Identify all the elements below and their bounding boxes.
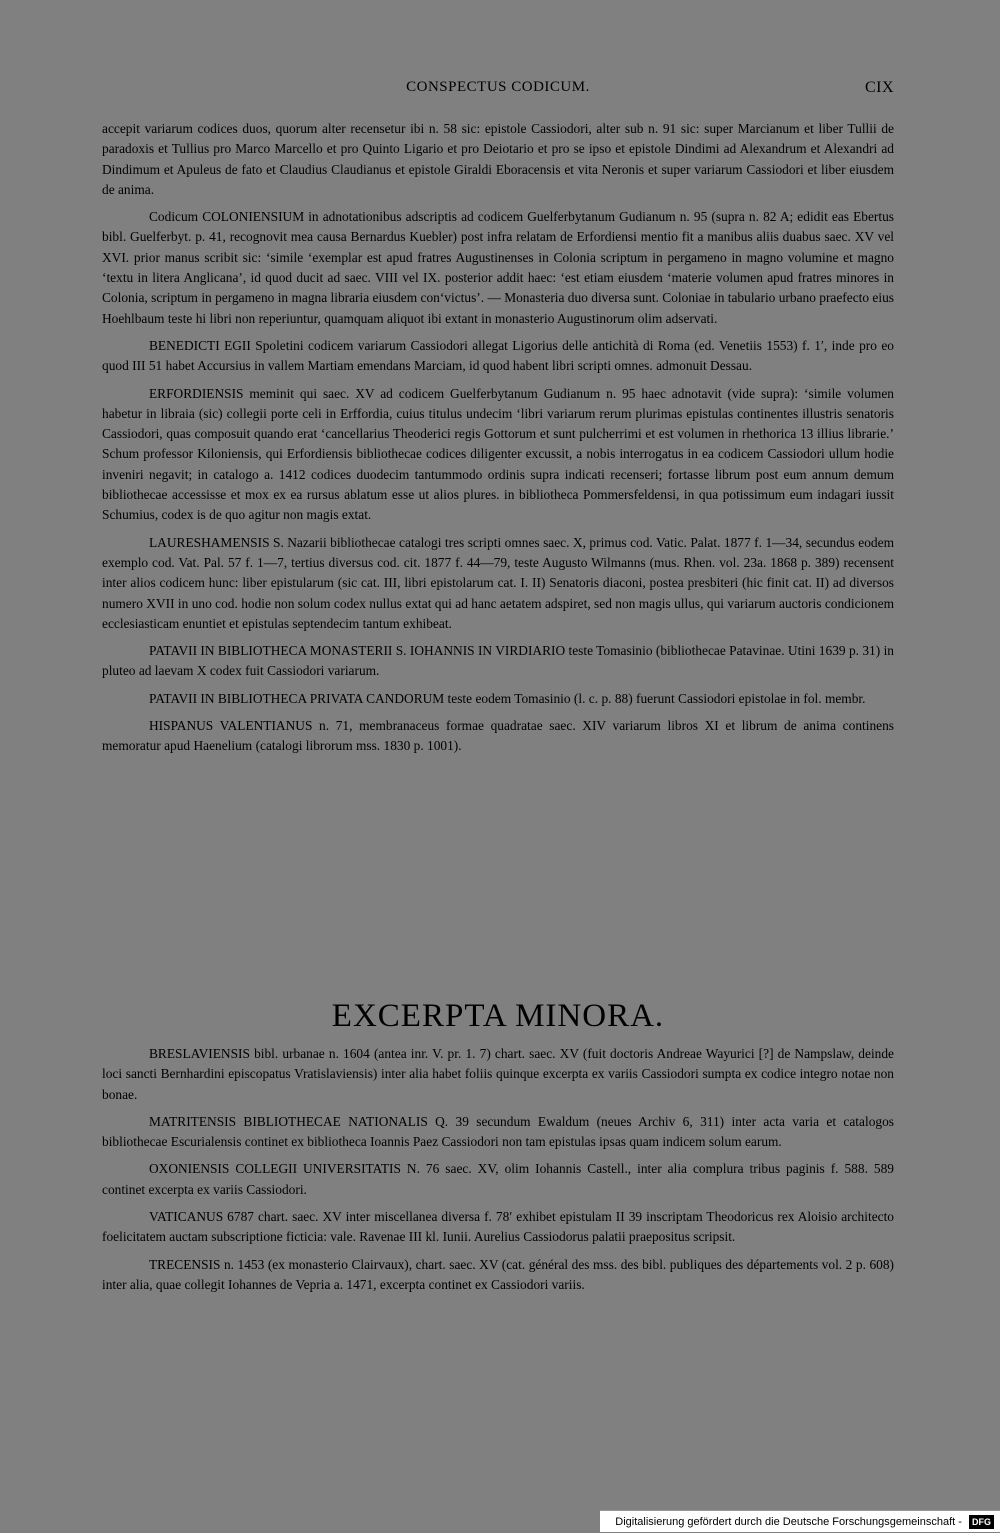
paragraph-oxoniensis: OXONIENSIS COLLEGII UNIVERSITATIS N. 76 saec. XV, olim Iohannis Castell., inter alia complura tribus paginis f. 588. 589 continet excerpta ex variis Cassiodori. (102, 1161, 894, 1197)
section-heading: EXCERPTA MINORA. (331, 998, 665, 1034)
paragraph-benedicti-egii: BENEDICTI EGII Spoletini codicem variarum Cassiodori allegat Ligorius delle antichità di Roma (ed. Venetiis 1553) f. 1′, inde pro eo quod III 51 habet Accursius in vallem Martiam emendans Marciam, id quod habent libri scripti omnes. admonuit Dessau. (102, 337, 894, 374)
paragraph-vaticanus: VATICANUS 6787 chart. saec. XV inter miscellanea diversa f. 78′ exhibet epistulam II 39 inscriptam Theodoricus rex Aloisio architecto foelicitatem auctam subscriptione ficticia: vale. Ravenae III kl. Iunii. Aurelius Cassiodorus palatii praepositus scripsit. (102, 1209, 894, 1245)
dfg-logo: DFG (969, 1515, 994, 1529)
paragraph-erfordiensis: ERFORDIENSIS meminit qui saec. XV ad codicem Guelferbytanum Gudianum n. 95 haec adnotavit (vide supra): ‘simile volumen habetur in libraia (sic) collegii porte celi in Erffordia, cuius titulus undecim ‘libri variarum rerum plurimas epistulas continentes illustris senatoris Cassiodori, quas composuit quando erat ‘cancellarius Theoderici regis Gottorum et sunt pulcherrimi et est volumen in rhethorica 13 illius librarie.’ Schum professor Kiloniensis, qui Erfordiensis bibliothecae codices diligenter excussit, a nobis interrogatus in ea codicem Cassiodori ullum hodie inveniri negavit; in catalogo a. 1412 codices duodecim tantummodo ordinis supra indicati recenseri; fortasse librum post eum annum demum bibliothecae accessisse et mox ex ea rursus ablatum esse ut alios plures. in bibliotheca Pommersfeldensi, in qua potissimum eum indagari iussit Schumius, codex is de quo agitur non magis extat. (102, 385, 894, 523)
paragraph-continuation: accepit variarum codices duos, quorum alter recensetur ibi n. 58 sic: epistole Cassiodori, alter sub n. 91 sic: super Marcianum et liber Tullii de paradoxis et Tullius pro Marco Marcello et pro Quinto Ligario et pro Deiotario et pro se ipso et epistole Dindimi ad Alexandrum et Alexandri ad Dindimum et Apuleus de fato et Claudius Claudianus et epistole Giraldi Eboracensis et vita Neronis et super variarum Cassiodori et liber eiusdem de anima. (102, 121, 894, 197)
excerpta-section (102, 1044, 894, 1302)
paragraph-colonienses: Codicum COLONIENSIUM in adnotationibus adscriptis ad codicem Guelferbytanum Gudianum n. 95 (supra n. 82 A; edidit eas Ebertus bibl. Guelferbyt. p. 41, recognovit mea causa Bernardus Kuebler) post infra relatam de Erfordiensi mentio fit a manibus aliis duabus saec. XV vel XVI. prior manus scribit sic: ‘simile ‘exemplar est apud fratres Augustinenses in Colonia scriptum in pergameno in magno volumine et magno ‘textu in litera Anglicana’, id quod ducit ad saec. VIII vel IX. posterior addit haec: ‘est etiam eiusdem ‘materie volumen apud fratres minores in Colonia, scriptum in pergameno in magna libraria eiusdem con‘victus’. — Monasteria duo diversa sunt. Coloniae in tabulario urbano praefecto eius Hoehlbaum teste hi libri non reperiuntur, quamquam aliquot ibi extant in monasterio Augustinorum olim adservati. (102, 209, 894, 326)
page-number: CIX (864, 79, 894, 96)
paragraph-patavii-privata: PATAVII IN BIBLIOTHECA PRIVATA CANDORUM teste eodem Tomasinio (l. c. p. 88) fuerunt Cassiodori epistolae in fol. membr. (149, 690, 866, 706)
paragraph-laureshamensis: LAURESHAMENSIS S. Nazarii bibliothecae catalogi tres scripti omnes saec. X, primus cod. Vatic. Palat. 1877 f. 1—34, secundus eodem exemplo cod. Vat. Pal. 57 f. 1—7, tertius diversus cod. cit. 1877 f. 44—79, teste Augusto Wilmanns (mus. Rhen. vol. 23a. 1868 p. 389) recensent inter alios codicem hunc: liber epistularum (sic cat. III, libri epistolarum cat. I. II) Senatoris diaconi, postea presbiteri (hic finit cat. II) ad diversos numero XVII in uno cod. hodie non solum codex nullus extat qui ad hanc aetatem adspiret, sed non magis ullus, qui variarum auctoris condicionem ecclesiasticam enuntiet et epistulas septendecim tantum exhibeat. (102, 534, 894, 631)
paragraph-trecensis: TRECENSIS n. 1453 (ex monasterio Clairvaux), chart. saec. XV (cat. général des mss. des bibl. publiques des départements vol. 2 p. 608) inter alia, quae collegit Iohannes de Vepria a. 1471, excerpta continet ex Cassiodori variis. (102, 1256, 894, 1292)
codices-section (102, 119, 894, 764)
paragraph-breslaviensis: BRESLAVIENSIS bibl. urbanae n. 1604 (antea inr. V. pr. 1. 7) chart. saec. XV (fuit doctoris Andreae Wayurici [?] de Nampslaw, deinde loci sancti Bernhardini episcopatus Vratislaviensis) inter alia habet foliis quinque excerpta ex variis Cassiodori sumpta ex codice integro notae non bonae. (102, 1046, 894, 1102)
footer-text: Digitalisierung gefördert durch die Deutsche Forschungsgemeinschaft - (615, 1516, 962, 1528)
paragraph-matritensis: MATRITENSIS BIBLIOTHECAE NATIONALIS Q. 39 secundum Ewaldum (neues Archiv 6, 311) inter acta varia et catalogos bibliothecae Escurialensis continet ex bibliotheca Ioannis Paez Cassiodori non tam epistulas ipsas quam indicem solum earum. (102, 1113, 894, 1150)
running-head (102, 79, 894, 101)
paragraph-hispanus: HISPANUS VALENTIANUS n. 71, membranaceus formae quadratae saec. XIV variarum libros XI et librum de anima continens memoratur apud Haenelium (catalogi librorum mss. 1830 p. 1001). (102, 718, 894, 754)
running-title: CONSPECTUS CODICUM. (406, 79, 590, 95)
paragraph-patavii-monasterii: PATAVII IN BIBLIOTHECA MONASTERII S. IOHANNIS IN VIRDIARIO teste Tomasinio (bibliothecae Patavinae. Utini 1639 p. 31) in pluteo ad laevam X codex fuit Cassiodori variarum. (102, 643, 894, 679)
dfg-footer (600, 1510, 1000, 1532)
